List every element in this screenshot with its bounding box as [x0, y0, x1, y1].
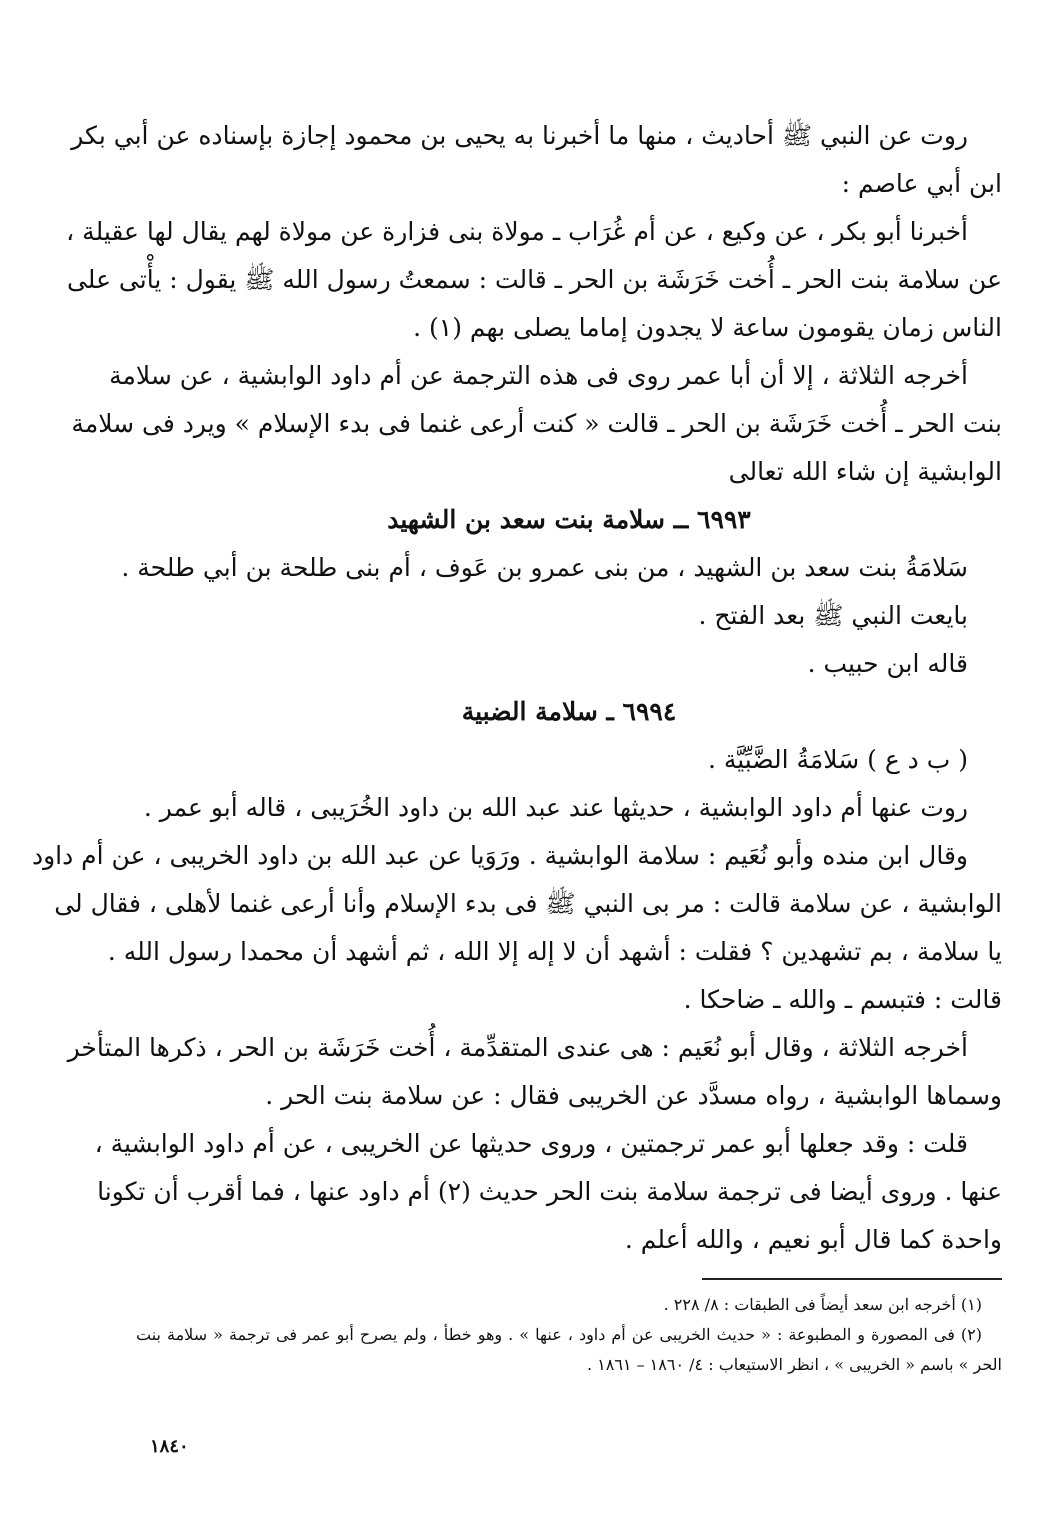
text-line: بايعت النبي ﷺ بعد الفتح .	[698, 601, 968, 630]
text-line: واحدة كما قال أبو نعيم ، والله أعلم .	[624, 1225, 1002, 1254]
text-line: سَلامَةُ بنت سعد بن الشهيد ، من بنى عمرو بن عَوف ، أم بنى طلحة بن أبي طلحة .	[121, 553, 968, 582]
entry-6993-body	[121, 544, 1002, 688]
text-line: ابن أبي عاصم :	[841, 169, 1002, 198]
text-line: وسماها الوابشية ، رواه مسدَّد عن الخريبى فقال : عن سلامة بنت الحر .	[265, 1081, 1002, 1110]
footnotes	[136, 1290, 1002, 1380]
text-line: روت عن النبي ﷺ أحاديث ، منها ما أخبرنا به يحيى بن محمود إجازة بإسناده عن أبي بكر	[71, 121, 968, 150]
text-line: يا سلامة ، بم تشهدين ؟ فقلت : أشهد أن لا إله إلا الله ، ثم أشهد أن محمدا رسول الله .	[107, 937, 1002, 966]
text-line: بنت الحر ـ أُخت خَرَشَة بن الحر ـ قالت « كنت أرعى غنما فى بدء الإسلام » ويرد فى سلامة	[71, 409, 1002, 438]
entry-heading-6994: ٦٩٩٤ ـ سلامة الضبية	[461, 697, 677, 726]
footnote-2-line: (٢) فى المصورة و المطبوعة : « حديث الخريبى عن أم داود ، عنها » . وهو خطأ ، ولم يصرح أبو عمر فى ترجمة « سلامة بنت	[136, 1325, 982, 1344]
footnote-1: (١) أخرجه ابن سعد أيضاً فى الطبقات : ٨/ ٢٢٨ .	[663, 1295, 982, 1314]
text-line: قاله ابن حبيب .	[807, 649, 968, 678]
footnote-separator	[702, 1278, 1002, 1280]
text-line: روت عنها أم داود الوابشية ، حديثها عند عبد الله بن داود الخُرَيبى ، قاله أبو عمر .	[143, 793, 968, 822]
text-line: أخرجه الثلاثة ، وقال أبو نُعَيم : هى عندى المتقدِّمة ، أُخت خَرَشَة بن الحر ، ذكرها المتأخر	[67, 1033, 968, 1062]
text-line: الوابشية إن شاء الله تعالى	[728, 457, 1002, 486]
text-line: الناس زمان يقومون ساعة لا يجدون إماما يصلى بهم (١) .	[413, 313, 1002, 342]
text-line: الوابشية ، عن سلامة قالت : مر بى النبي ﷺ فى بدء الإسلام وأنا أرعى غنما لأهلى ، فقال لى	[54, 889, 1002, 918]
page-number: ١٨٤٠	[150, 1436, 189, 1457]
text-line: قالت : فتبسم ـ والله ـ ضاحكا .	[683, 985, 1002, 1014]
text-line: أخرجه الثلاثة ، إلا أن أبا عمر روى فى هذه الترجمة عن أم داود الوابشية ، عن سلامة	[109, 361, 968, 390]
takhrij-paragraph	[71, 352, 1002, 496]
text-line: وقال ابن منده وأبو نُعَيم : سلامة الوابشية . ورَوَيا عن عبد الله بن داود الخريبى ، عن أم داود	[31, 841, 968, 870]
text-line: عن سلامة بنت الحر ـ أُخت خَرَشَة بن الحر ـ قالت : سمعتُ رسول الله ﷺ يقول : يأْتى على	[66, 265, 1002, 294]
text-line: عنها . وروى أيضا فى ترجمة سلامة بنت الحر حديث (٢) أم داود عنها ، فما أقرب أن تكونا	[97, 1177, 1002, 1206]
entry-6994-body	[31, 736, 1002, 1264]
entry-name-line: ( ب د ع ) سَلامَةُ الضَّبِّيَّة .	[707, 745, 968, 774]
text-line: أخبرنا أبو بكر ، عن وكيع ، عن أم غُرَاب ـ مولاة بنى فزارة عن مولاة لهم يقال لها عقيلة ،	[66, 217, 968, 246]
entry-heading-6993: ٦٩٩٣ ــ سلامة بنت سعد بن الشهيد	[387, 505, 751, 534]
text-line: قلت : وقد جعلها أبو عمر ترجمتين ، وروى حديثها عن الخريبى ، عن أم داود الوابشية ،	[94, 1129, 968, 1158]
intro-paragraph	[71, 112, 1002, 208]
hadith-paragraph	[66, 208, 1002, 352]
book-page	[31, 112, 1002, 1380]
footnote-2-line: الحر » باسم « الخريبى » ، انظر الاستيعاب : ٤/ ١٨٦٠ – ١٨٦١ .	[586, 1355, 1002, 1374]
